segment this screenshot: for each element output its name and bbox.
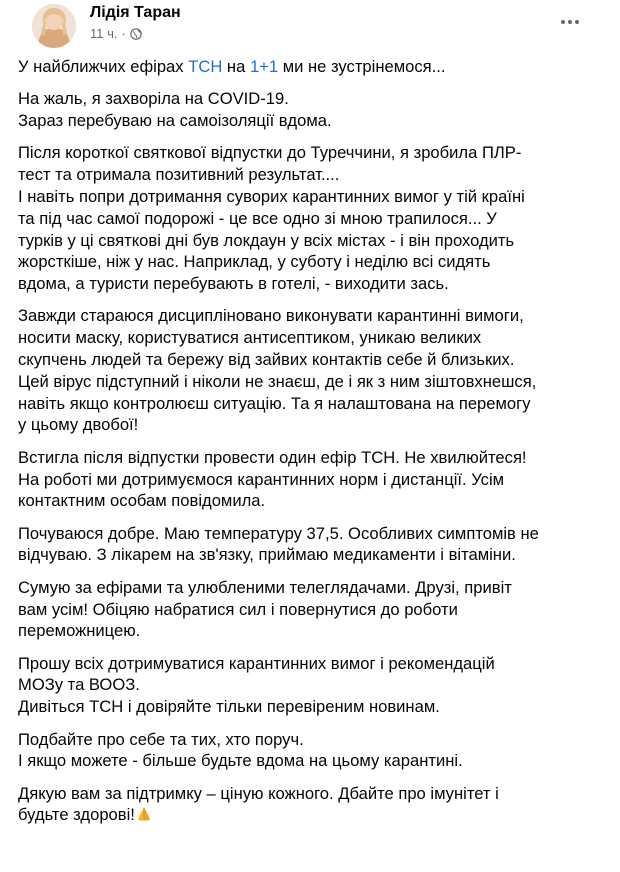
text-line: Встигла після відпустки провести один ефір ТСН. Не хвилюйтеся! <box>18 447 527 467</box>
avatar-image <box>32 4 76 48</box>
text-line: та під час самої подорожі - це все одно зі мною трапилося... У <box>18 208 497 228</box>
text-line: у цьому двобої! <box>18 415 139 435</box>
text-line: Почуваюся добре. Маю температуру 37,5. Особливих симптомів не <box>18 523 539 543</box>
text-line: Цей вірус підступний і ніколи не знаєш, де і як з ним зіштовхнешся, <box>18 371 537 391</box>
link-tsn[interactable]: ТСН <box>188 57 223 76</box>
text-line: турків у ці святкові дні був локдаун у всіх містах - і він проходить <box>18 230 515 250</box>
text-line: Завжди стараюся дисципліновано виконувати карантинні вимоги, <box>18 306 524 326</box>
text-line: Зараз перебуваю на самоізоляції вдома. <box>18 111 332 131</box>
text-line: жорсткіше, ніж у нас. Наприклад, у суботу і неділю всі сидять <box>18 252 491 272</box>
post-header <box>16 0 604 50</box>
post-time[interactable]: 11 ч. <box>90 26 118 41</box>
text-line: відчуваю. З лікарем на зв'язку, приймаю медикаменти і вітаміни. <box>18 545 516 565</box>
text-line: Після короткої святкової відпустки до Туреччини, я зробила ПЛР- <box>18 143 522 163</box>
text-line: На роботі ми дотримуємося карантинних норм і дистанції. Усім <box>18 469 505 489</box>
text-line: Дякую вам за підтримку – ціную кожного. Дбайте про імунітет і <box>18 783 499 803</box>
text-line: вам усім! Обіцяю набратися сил і повернутися до роботи <box>18 599 458 619</box>
text-line: Дивіться ТСН і довіряйте тільки перевіреним новинам. <box>18 697 440 717</box>
text-line: вдома, а туристи перебувають в готелі, - виходити зась. <box>18 274 449 294</box>
text-line: І навіть попри дотримання суворих карантинних вимог у тій країні <box>18 186 525 206</box>
post-content <box>18 56 608 837</box>
text-line: носити маску, користуватися антисептиком, уникаю великих <box>18 328 482 348</box>
text-segment: ми не зустрінемося... <box>278 57 446 76</box>
avatar[interactable] <box>32 4 76 48</box>
text-segment: У найближчих ефірах <box>18 57 189 76</box>
text-line: Прошу всіх дотримуватися карантинних вимог і рекомендацій <box>18 653 495 673</box>
meta-separator: · <box>121 26 126 41</box>
paragraph-request <box>18 653 608 718</box>
text-segment: на <box>222 57 250 76</box>
paragraph-thanks <box>18 783 608 827</box>
text-line: контактним особам повідомила. <box>18 491 266 511</box>
paragraph-covid <box>18 88 608 132</box>
author-name[interactable]: Лідія Таран <box>90 4 181 21</box>
text-line: скупчень людей та бережу від зайвих контактів себе й близьких. <box>18 350 515 370</box>
link-1plus1[interactable]: 1+1 <box>249 57 279 76</box>
text-line: переможницею. <box>18 621 141 641</box>
paragraph-intro <box>18 56 608 78</box>
more-options-button[interactable] <box>558 10 582 34</box>
text-line <box>18 804 608 826</box>
text-line <box>18 56 608 78</box>
paragraph-care <box>18 729 608 773</box>
text-line: Подбайте про себе та тих, хто поруч. <box>18 729 304 749</box>
text-line: МОЗу та ВООЗ. <box>18 675 140 695</box>
paragraph-broadcast <box>18 447 608 512</box>
paragraph-discipline <box>18 305 608 436</box>
paragraph-vacation <box>18 142 608 295</box>
globe-icon[interactable] <box>130 28 142 40</box>
text-line: На жаль, я захворіла на COVID-19. <box>18 89 289 109</box>
folded-hands-emoji <box>136 806 152 822</box>
paragraph-viewers <box>18 577 608 642</box>
post-meta <box>90 26 142 41</box>
paragraph-health <box>18 523 608 567</box>
text-line: тест та отримала позитивний результат.... <box>18 165 340 185</box>
text-line: навіть якщо контролюєш ситуацію. Та я налаштована на перемогу <box>18 393 531 413</box>
text-line: Сумую за ефірами та улюбленими телеглядачами. Друзі, привіт <box>18 577 512 597</box>
text-segment: будьте здорові! <box>18 805 135 825</box>
more-options-icon <box>561 20 579 24</box>
text-line: І якщо можете - більше будьте вдома на цьому карантині. <box>18 751 463 771</box>
